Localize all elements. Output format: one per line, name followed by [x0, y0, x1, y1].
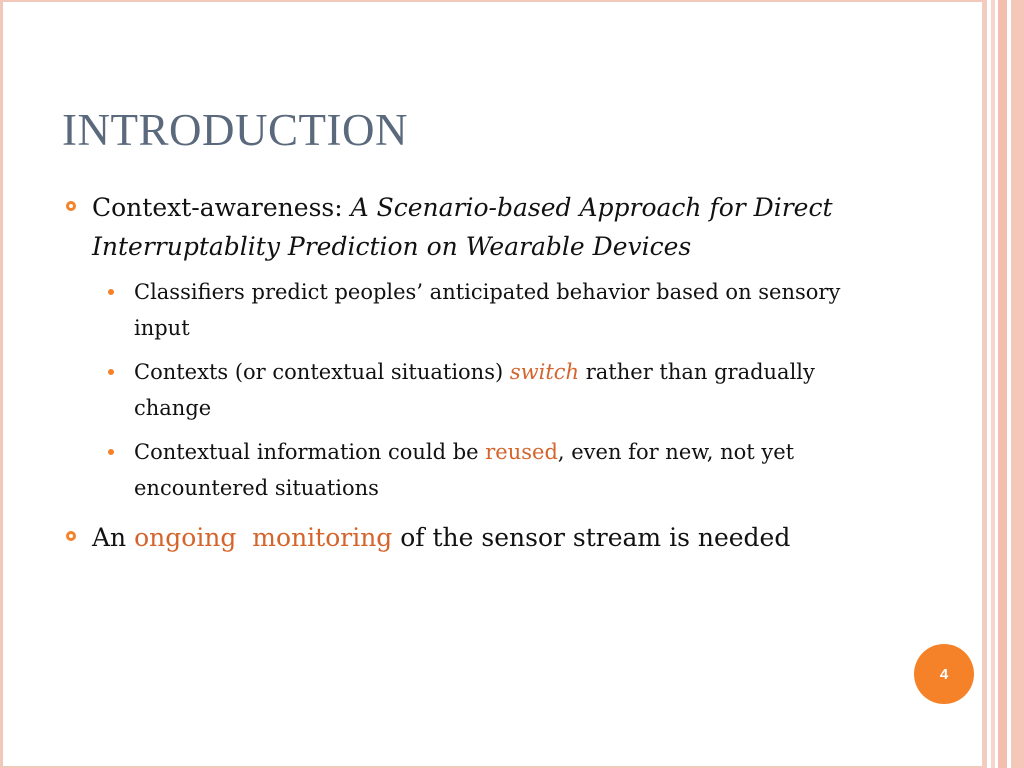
orange-dot-icon [108, 289, 114, 295]
highlight-switch: switch [509, 360, 580, 384]
decorative-stripe [982, 0, 987, 768]
page-number-badge: 4 [914, 644, 974, 704]
bullet-ongoing-monitoring [62, 518, 882, 557]
sub-bullet-text-post: , even for new, not yet encountered situations [134, 440, 795, 500]
sub-bullet-text-pre: Contextual information could be [134, 440, 486, 464]
frame-left-line [0, 0, 3, 768]
orange-dot-icon [108, 449, 114, 455]
sub-bullet-list [62, 274, 882, 506]
bullet-context-awareness [62, 188, 882, 266]
decorative-stripe [1011, 0, 1024, 768]
decorative-stripe [991, 0, 995, 768]
orange-ring-icon [66, 531, 76, 541]
slide-content [62, 188, 882, 561]
highlight-ongoing-monitoring: ongoing monitoring [134, 523, 393, 552]
bullet-text-pre: An [92, 523, 135, 552]
highlight-reused: reused [485, 440, 558, 464]
bullet-text-post: of the sensor stream is needed [392, 523, 791, 552]
bullet-prefix: Context-awareness: [92, 193, 351, 222]
sub-bullet-reused [62, 434, 882, 506]
paper-title: A Scenario-based Approach for Direct Interruptablity Prediction on Wearable Devices [92, 193, 833, 261]
sub-bullet-text-pre: Contexts (or contextual situations) [134, 360, 510, 384]
slide-title: INTRODUCTION [62, 105, 408, 155]
sub-bullet-classifiers [62, 274, 882, 346]
frame-top-line [0, 0, 982, 2]
orange-ring-icon [66, 201, 76, 211]
orange-dot-icon [108, 369, 114, 375]
sub-bullet-text: Classifiers predict peoples’ anticipated behavior based on sensory input [134, 280, 841, 340]
decorative-stripe [998, 0, 1007, 768]
sub-bullet-text-post: rather than gradually change [134, 360, 815, 420]
sub-bullet-contexts-switch [62, 354, 882, 426]
